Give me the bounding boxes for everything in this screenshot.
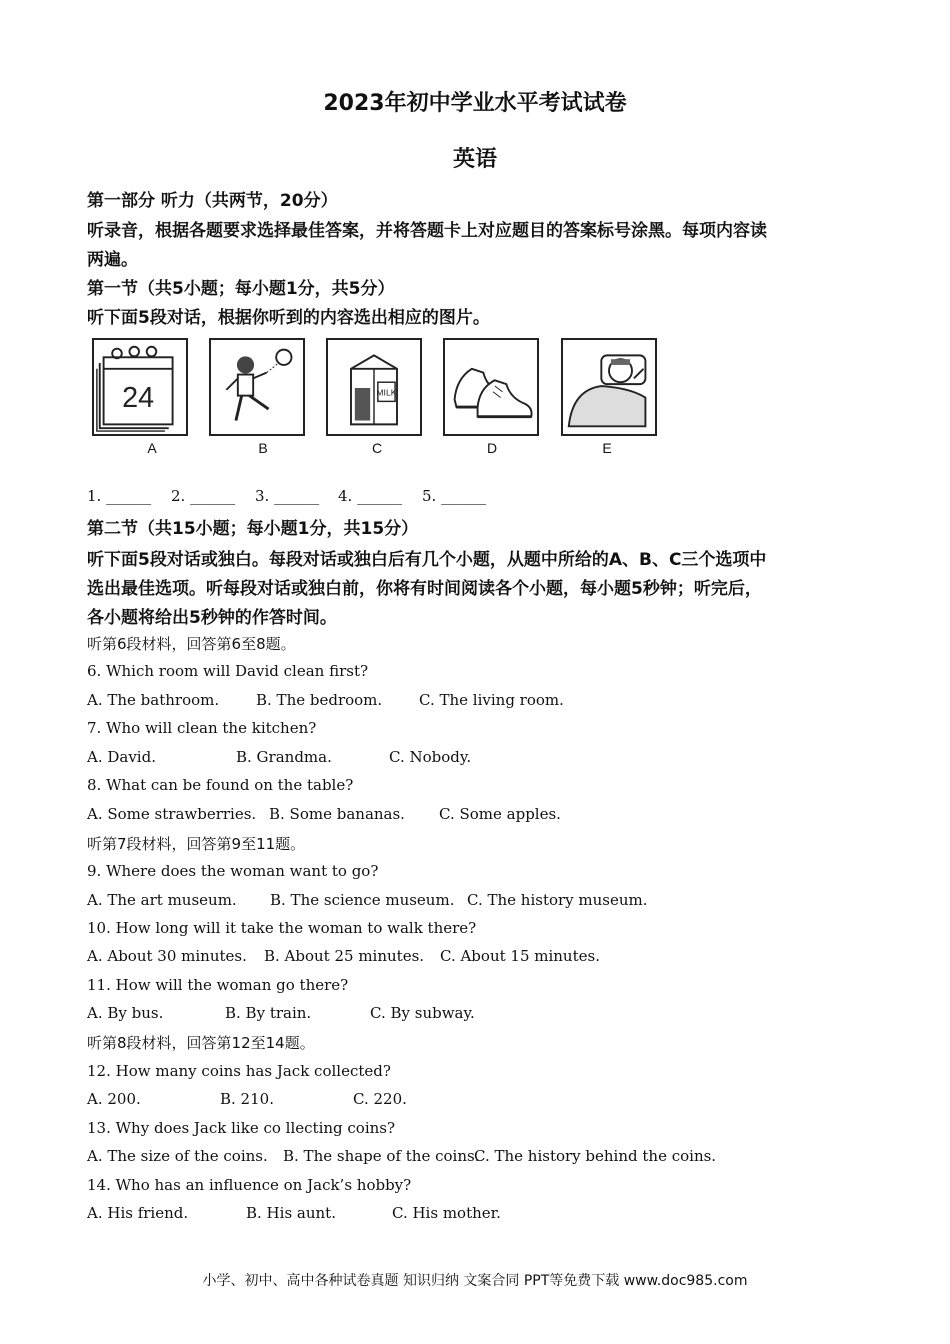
q14-option-c: C. His mother. — [392, 1204, 501, 1222]
q12-option-b: B. 210. — [220, 1090, 274, 1108]
q11-option-a: A. By bus. — [87, 1004, 164, 1022]
section1-instruction: 听下面5段对话，根据你听到的内容选出相应的图片。 — [87, 308, 490, 328]
question-9: 9. Where does the woman want to go? — [87, 862, 379, 880]
question-10: 10. How long will it take the woman to walk there? — [87, 919, 477, 937]
question-13: 13. Why does Jack like co llecting coins? — [87, 1119, 396, 1137]
milk-carton-icon — [326, 338, 422, 436]
question-12: 12. How many coins has Jack collected? — [87, 1062, 391, 1080]
picture-label-a: A — [147, 440, 157, 456]
q11-option-b: B. By train. — [225, 1004, 312, 1022]
q6-option-c: C. The living room. — [419, 691, 564, 709]
section1-heading: 第一节（共5小题；每小题1分，共5分） — [87, 279, 395, 299]
q10-option-c: C. About 15 minutes. — [440, 947, 600, 965]
q8-option-a: A. Some strawberries. — [87, 805, 257, 823]
question-11: 11. How will the woman go there? — [87, 976, 349, 994]
question-6: 6. Which room will David clean first? — [87, 662, 369, 680]
question-7: 7. Who will clean the kitchen? — [87, 719, 317, 737]
exam-title: 2023年初中学业水平考试试卷 — [323, 91, 627, 116]
part1-instruction: 听录音，根据各题要求选择最佳答案，并将答题卡上对应题目的答案标号涂黑。每项内容读 — [87, 221, 767, 241]
q10-option-b: B. About 25 minutes. — [264, 947, 425, 965]
picture-label-c: C — [371, 440, 383, 456]
q9-option-b: B. The science museum. — [270, 891, 455, 909]
question-14: 14. Who has an influence on Jack’s hobby? — [87, 1176, 412, 1194]
section2-instruction-end: 各小题将给出5秒钟的作答时间。 — [87, 608, 337, 628]
answer-blank-3: 3. ______ — [255, 487, 320, 505]
picture-label-e: E — [602, 440, 612, 456]
calendar-24-icon — [92, 338, 188, 436]
svg-text:24: 24 — [122, 382, 155, 415]
svg-text:MILK: MILK — [376, 387, 397, 398]
q13-option-c: C. The history behind the coins. — [474, 1147, 717, 1165]
picture-label-d: D — [486, 440, 498, 456]
q13-option-a: A. The size of the coins. — [87, 1147, 268, 1165]
answer-blank-4: 4. ______ — [338, 487, 403, 505]
q7-option-a: A. David. — [87, 748, 156, 766]
q6-option-b: B. The bedroom. — [256, 691, 383, 709]
q12-option-a: A. 200. — [87, 1090, 141, 1108]
section2-instruction-cont: 选出最佳选项。听每段对话或独白前，你将有时间阅读各个小题，每小题5秒钟；听完后， — [87, 579, 762, 599]
question-8: 8. What can be found on the table? — [87, 776, 354, 794]
q6-option-a: A. The bathroom. — [87, 691, 220, 709]
answer-blank-2: 2. ______ — [171, 487, 236, 505]
q7-option-b: B. Grandma. — [236, 748, 332, 766]
q11-option-c: C. By subway. — [370, 1004, 475, 1022]
material-7-note: 听第7段材料，回答第9至11题。 — [87, 835, 306, 853]
section2-instruction: 听下面5段对话或独白。每段对话或独白后有几个小题，从题中所给的A、B、C三个选项中 — [87, 550, 767, 570]
picture-label-b: B — [258, 440, 268, 456]
material-6-note: 听第6段材料，回答第6至8题。 — [87, 635, 296, 653]
q12-option-c: C. 220. — [353, 1090, 407, 1108]
q8-option-b: B. Some bananas. — [269, 805, 405, 823]
q14-option-b: B. His aunt. — [246, 1204, 336, 1222]
sneakers-icon — [443, 338, 539, 436]
q8-option-c: C. Some apples. — [439, 805, 561, 823]
q9-option-c: C. The history museum. — [467, 891, 648, 909]
q14-option-a: A. His friend. — [87, 1204, 189, 1222]
sick-in-bed-icon — [561, 338, 657, 436]
section2-heading: 第二节（共15小题；每小题1分，共15分） — [87, 519, 419, 539]
part1-instruction-cont: 两遍。 — [87, 250, 138, 270]
q9-option-a: A. The art museum. — [87, 891, 237, 909]
material-8-note: 听第8段材料，回答第12至14题。 — [87, 1034, 315, 1052]
part1-heading: 第一部分 听力（共两节，20分） — [87, 191, 338, 211]
q10-option-a: A. About 30 minutes. — [87, 947, 247, 965]
q13-option-b: B. The shape of the coins. — [283, 1147, 480, 1165]
q7-option-c: C. Nobody. — [389, 748, 472, 766]
subject-title: 英语 — [452, 147, 497, 172]
page-footer: 小学、初中、高中各种试卷真题 知识归纳 文案合同 PPT等免费下载 www.doc985.com — [202, 1273, 748, 1289]
boy-kicking-ball-icon — [209, 338, 305, 436]
answer-blank-5: 5. ______ — [422, 487, 487, 505]
answer-blank-1: 1. ______ — [87, 487, 152, 505]
